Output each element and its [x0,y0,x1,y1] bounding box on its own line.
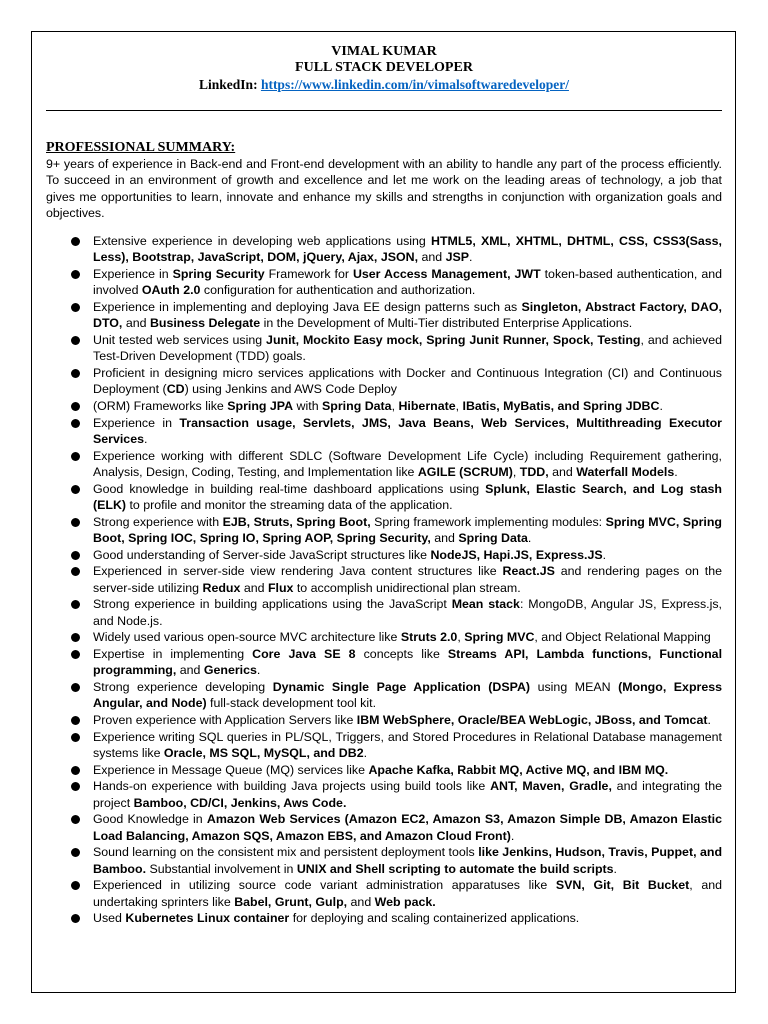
bullet-bold-text: Amazon Web Services (Amazon EC2, Amazon S3, Amazon Simple DB, Amazon Elastic Load Balancing, Amazon SQS, Amazon EBS, and Amazon Cloud Front) [93,812,722,843]
bullet-text: . [613,861,617,876]
bullet-text: . [527,531,532,546]
bullet-bold-text: (Mongo, Express Angular, and Node) [93,680,723,711]
bullet-dot-icon [71,518,80,527]
bullet-bold-text: Spring MVC [464,630,535,645]
bullet-bold-text: Core Java SE 8 [252,647,356,662]
candidate-name: VIMAL KUMAR [331,44,437,59]
linkedin-line [46,76,722,93]
bullet-text: , and achieved Test-Driven Development (TDD) goals. [93,333,722,364]
linkedin-label: LinkedIn: [199,77,258,92]
bullet-text: . [659,399,663,414]
bullet-bold-text: CD [166,382,185,397]
bullet-text: Experience in [93,267,173,282]
bullet-dot-icon [71,633,80,642]
bullet-bold-text: Waterfall Models [576,465,675,480]
bullet-bold-text: Generics [203,663,257,678]
bullet-dot-icon [71,815,80,824]
bullet-dot-icon [71,452,80,461]
summary-text: 9+ years of experience in Back-end and Front-end development with an ability to handle any part of the process efficiently. To succeed in an environment of growth and excellence and let me work on the leading areas of technology, a job that gives me opportunities to learn, innovate and enhance my skills and strengths in conjunction with organization goals and objectives. [46,157,722,220]
bullet-text: in the Development of Multi-Tier distributed Enterprise Applications. [260,316,633,331]
bullet-text: and rendering pages on the server-side utilizing [93,564,722,595]
bullet-text: token-based authentication, and involved [93,267,722,298]
bullet-bold-text: Mean stack [451,597,520,612]
bullet-text: Hands-on experience with building Java projects using build tools like [93,779,491,794]
bullet-text: Experience working with different SDLC (Software Development Life Cycle) including Requirement gathering, Analysis, Design, Coding, Testing, and Implementation like [93,448,722,480]
bullet-text: full-stack development tool kit. [206,696,377,711]
list-item [46,332,722,365]
bullet-text: , [455,399,463,414]
bullet-bold-text: NodeJS, Hapi.JS, Express.JS [430,547,603,562]
bullet-text: Strong experience developing [93,680,273,695]
list-item [46,448,722,481]
bullet-bold-text: ANT, Maven, Gradle, [490,779,612,794]
list-item [46,712,722,728]
summary-bullet-list [46,233,722,926]
bullet-dot-icon [71,237,80,246]
bullet-text: Spring framework implementing modules: [370,514,606,529]
bullet-dot-icon [71,402,80,411]
bullet-text: Strong experience in building applications using the JavaScript [93,597,452,612]
bullet-dot-icon [71,914,80,923]
bullet-dot-icon [71,270,80,279]
list-item [46,910,722,926]
list-item [46,481,722,514]
bullet-text: to profile and monitor the streaming data of the application. [126,498,453,513]
bullet-dot-icon [71,766,80,775]
bullet-bold-text: EJB, Struts, Spring Boot, [222,514,371,529]
bullet-text: , and undertaking sprinters like [93,878,723,909]
bullet-bold-text: Bamboo, CD/CI, Jenkins, Aws Code. [133,795,347,810]
bullet-dot-icon [71,848,80,857]
bullet-text: Substantial involvement in [146,861,297,876]
bullet-bold-text: AGILE (SCRUM) [417,465,513,480]
bullet-bold-text: Business Delegate [149,316,261,331]
bullet-bold-text: Web pack. [374,894,436,909]
list-item [46,729,722,762]
bullet-text: Proficient in designing micro services applications with Docker and Continuous Integration (CI) and Continuous Deployment ( [93,366,722,397]
bullet-bold-text: Kubernetes Linux container [125,911,290,926]
bullet-dot-icon [71,419,80,428]
bullet-bold-text: Spring JPA [227,399,294,414]
bullet-text: Experience in [93,415,180,430]
summary-title: PROFESSIONAL SUMMARY: [46,140,236,155]
bullet-text: Good knowledge in building real-time dashboard applications using [93,481,486,496]
bullet-dot-icon [71,551,80,560]
list-item [46,596,722,629]
list-item [46,563,722,596]
header-divider [46,110,722,111]
bullet-bold-text: Spring Data [458,531,528,546]
bullet-text: configuration for authentication and authorization. [200,283,476,298]
bullet-dot-icon [71,336,80,345]
list-item [46,514,722,547]
list-item [46,844,722,877]
bullet-text: Experienced in utilizing source code variant administration apparatuses like [93,878,556,893]
bullet-dot-icon [71,733,80,742]
list-item [46,811,722,844]
bullet-bold-text: Spring MVC, Spring Boot, Spring IOC, Spring IO, Spring AOP, Spring Security, [93,514,722,546]
bullet-bold-text: Flux [267,580,294,595]
bullet-text: and [240,580,268,595]
list-item [46,398,722,414]
bullet-text: Experience in implementing and deploying Java EE design patterns such as [93,300,522,315]
bullet-bold-text: User Access Management, JWT [352,267,541,282]
bullet-text: , and Object Relational Mapping [534,630,711,645]
linkedin-link[interactable]: https://www.linkedin.com/in/vimalsoftwaredeveloper/ [260,77,569,92]
list-item [46,415,722,448]
bullet-dot-icon [71,485,80,494]
bullet-text: , [512,465,520,480]
bullet-text: Experience in Message Queue (MQ) services like [93,762,369,777]
bullet-text: . [674,465,678,480]
bullet-bold-text: Struts 2.0 [400,630,458,645]
bullet-bold-text: Singleton, Abstract Factory, DAO, DTO, [93,300,722,331]
bullet-text: , [391,399,399,414]
bullet-text: . [602,547,607,562]
bullet-text: concepts like [355,647,448,662]
bullet-dot-icon [71,716,80,725]
bullet-text: . [363,746,368,761]
bullet-text: and [430,531,459,546]
bullet-text: and [548,465,577,480]
bullet-text: . [707,713,711,728]
list-item [46,646,722,679]
bullet-bold-text: JSP [445,250,469,265]
resume-header [46,44,722,93]
bullet-text: , [457,630,465,645]
bullet-bold-text: Splunk, Elastic Search, and Log stash (ELK) [93,481,722,513]
bullet-bold-text: IBatis, MyBatis, and Spring JDBC [462,399,660,414]
bullet-bold-text: Redux [202,580,241,595]
bullet-text: Good Knowledge in [93,812,207,827]
bullet-text: for deploying and scaling containerized applications. [289,911,580,926]
list-item [46,762,722,778]
bullet-bold-text: IBM WebSphere, Oracle/BEA WebLogic, JBoss, and Tomcat [356,713,708,728]
bullet-bold-text: Spring Security [172,267,265,282]
bullet-bold-text: React.JS [502,564,555,579]
list-item [46,299,722,332]
bullet-text: Framework for [264,267,353,282]
bullet-text: Experienced in server-side view rendering Java content structures like [93,564,503,579]
bullet-text: Good understanding of Server-side JavaScript structures like [93,547,431,562]
bullet-bold-text: OAuth 2.0 [141,283,201,298]
bullet-text: Used [93,911,126,926]
list-item [46,365,722,398]
bullet-dot-icon [71,881,80,890]
list-item [46,547,722,563]
bullet-text: Sound learning on the consistent mix and persistent deployment tools [93,845,479,860]
bullet-bold-text: like Jenkins, Hudson, Travis, Puppet, and Bamboo. [93,845,723,876]
bullet-bold-text: Dynamic Single Page Application (DSPA) [272,680,531,695]
bullet-dot-icon [71,303,80,312]
bullet-text: (ORM) Frameworks like [93,399,228,414]
bullet-bold-text: Oracle, MS SQL, MySQL, and DB2 [163,746,364,761]
bullet-text: to accomplish unidirectional plan stream. [293,580,521,595]
resume-body [46,140,722,927]
bullet-dot-icon [71,567,80,576]
bullet-bold-text: Babel, Grunt, Gulp, [234,894,348,909]
bullet-bold-text: HTML5, XML, XHTML, DHTML, CSS, CSS3(Sass, Less), Bootstrap, JavaScript, DOM, jQuery, Ajax, JSON, [93,234,722,265]
bullet-dot-icon [71,600,80,609]
bullet-text: Strong experience with [93,514,223,529]
bullet-dot-icon [71,782,80,791]
bullet-text: Unit tested web services using [93,333,267,348]
bullet-bold-text: TDD, [519,465,549,480]
bullet-bold-text: Spring Data [322,399,392,414]
list-item [46,233,722,266]
bullet-bold-text: Hibernate [398,399,456,414]
bullet-bold-text: Apache Kafka, Rabbit MQ, Active MQ, and IBM MQ. [368,762,669,777]
bullet-text: and [418,250,446,265]
bullet-text: and [122,316,150,331]
bullet-text: Extensive experience in developing web applications using [93,234,432,249]
bullet-dot-icon [71,683,80,692]
list-item [46,266,722,299]
bullet-text: Proven experience with Application Servers like [93,713,357,728]
list-item [46,629,722,645]
bullet-text: : MongoDB, Angular JS, Express.js, and Node.js. [93,597,722,628]
bullet-bold-text: Junit, Mockito Easy mock, Spring Junit Runner, Spock, Testing [266,333,641,348]
bullet-text: . [143,432,148,447]
bullet-text: Experience writing SQL queries in PL/SQL, Triggers, and Stored Procedures in Relational Database management systems like [93,729,722,761]
bullet-dot-icon [71,369,80,378]
bullet-text: Widely used various open-source MVC architecture like [93,630,401,645]
bullet-text: Expertise in implementing [93,647,253,662]
candidate-role: FULL STACK DEVELOPER [295,60,473,75]
bullet-dot-icon [71,650,80,659]
bullet-text: . [469,250,473,265]
bullet-text: and [347,894,375,909]
bullet-bold-text: SVN, Git, Bit Bucket [555,878,690,893]
bullet-bold-text: UNIX and Shell scripting to automate the build scripts [296,861,614,876]
bullet-text: . [510,828,515,843]
list-item [46,778,722,811]
bullet-text: with [293,399,323,414]
bullet-text: ) using Jenkins and AWS Code Deploy [184,382,397,397]
bullet-text: using MEAN [530,680,619,695]
bullet-text: . [256,663,261,678]
bullet-bold-text: Streams API, Lambda functions, Functional programming, [93,647,723,678]
bullet-text: and integrating the project [93,779,723,810]
bullet-bold-text: Transaction usage, Servlets, JMS, Java Beans, Web Services, Multithreading Executor Services [93,415,722,447]
bullet-text: and [176,663,204,678]
list-item [46,877,722,910]
list-item [46,679,722,712]
